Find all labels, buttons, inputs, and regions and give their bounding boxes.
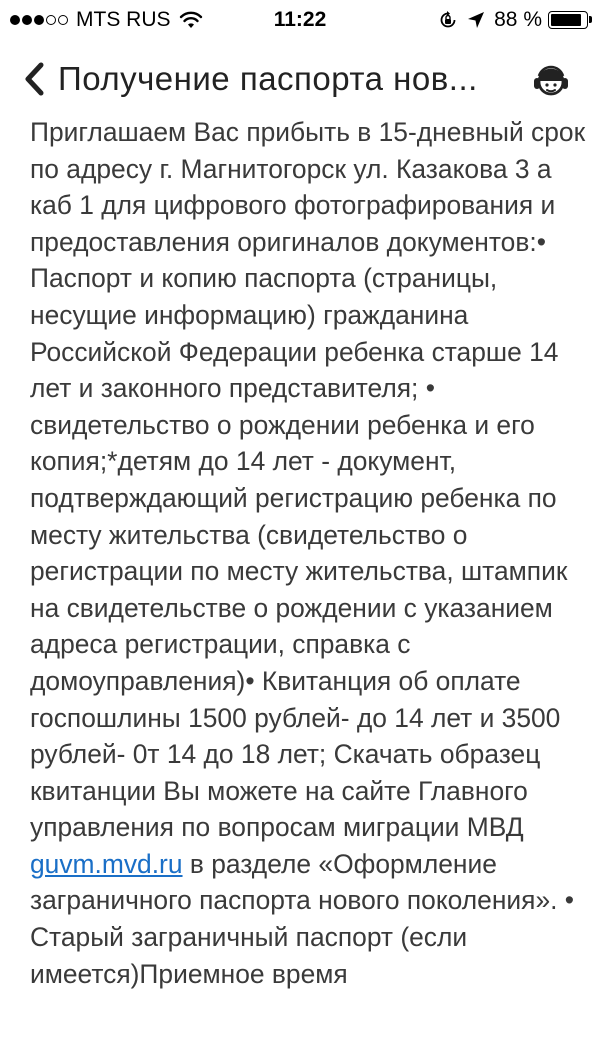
body-text-continued: в разделе «Оформление заграничного паспорта нового поколения». • Старый заграничный паспорт (если имеется)Приемное время <box>30 848 575 989</box>
carrier-name: MTS RUS <box>76 8 171 31</box>
chevron-left-icon <box>22 62 46 96</box>
navigation-bar <box>0 40 600 118</box>
rotation-lock-icon <box>438 10 458 30</box>
article-body <box>30 114 586 992</box>
back-button[interactable] <box>22 54 478 104</box>
status-right <box>438 8 588 32</box>
body-text-intro: Приглашаем Вас прибыть в 15-дневный срок по адресу г. Магнитогорск ул. Казакова 3 а каб 1 для цифрового фотографирования и предоставления оригиналов документов:• Паспорт и копию паспорта (страницы, несущие информацию) гражданина Российской Федерации ребенка старше 14 лет и законного представителя; • свидетельство о рождении ребенка и его копия;*детям до 14 лет - документ, подтверждающий регистрацию ребенка по месту жительства (свидетельство о регистрации по месту жительства, штампик на свидетельстве о рождении с указанием адреса регистрации, справка с домоуправления)• Квитанция об оплате госпошлины 1500 рублей- до 14 лет и 3500 рублей- 0т 14 до 18 лет; Скачать образец квитанции Вы можете на сайте Главного управления по вопросам миграции МВД <box>30 117 586 843</box>
guvm-link[interactable]: guvm.mvd.ru <box>30 848 183 879</box>
status-bar <box>0 0 600 40</box>
battery-percent: 88 % <box>494 8 542 31</box>
battery-icon <box>548 11 588 29</box>
support-headset-icon[interactable] <box>530 60 572 102</box>
location-arrow-icon <box>466 10 486 30</box>
page-title: Получение паспорта нов... <box>58 60 478 97</box>
clock: 11:22 <box>273 8 327 31</box>
battery-level-fill <box>551 14 581 26</box>
